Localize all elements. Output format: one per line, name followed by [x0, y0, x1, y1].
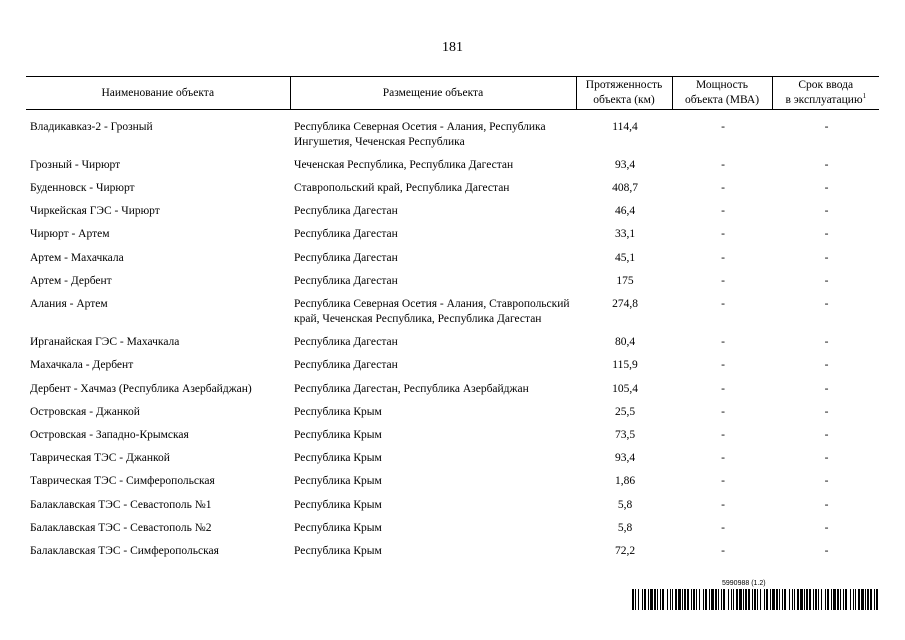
- cell-term: -: [824, 498, 829, 511]
- cell-power: -: [721, 359, 725, 372]
- header-length: [576, 77, 672, 110]
- table-row: [26, 155, 879, 178]
- cell-power: -: [721, 336, 725, 349]
- cell-term: -: [824, 475, 829, 488]
- header-term-line1: Срок ввода: [798, 79, 854, 91]
- cell-name: Ирганайская ГЭС - Махачкала: [30, 336, 180, 349]
- cell-term: -: [824, 182, 829, 195]
- cell-location: Ставропольский край, Республика Дагестан: [294, 182, 510, 195]
- cell-term: -: [824, 428, 829, 441]
- cell-location: Республика Дагестан: [294, 336, 398, 349]
- table-row: [26, 294, 879, 332]
- cell-length: 46,4: [614, 205, 636, 218]
- header-term-footnote: 1: [862, 92, 867, 101]
- cell-term: -: [824, 228, 829, 241]
- cell-location: Республика Крым: [294, 405, 382, 418]
- barcode: [632, 580, 878, 610]
- header-term: [772, 77, 879, 110]
- cell-power: -: [721, 405, 725, 418]
- cell-length: 1,86: [614, 475, 636, 488]
- cell-name: Алания - Артем: [30, 297, 108, 310]
- cell-location: Республика Крым: [294, 498, 382, 511]
- cell-power: -: [721, 182, 725, 195]
- cell-name: Островская - Западно-Крымская: [30, 428, 189, 441]
- table-row: [26, 425, 879, 448]
- cell-name: Балаклавская ТЭС - Севастополь №2: [30, 521, 212, 534]
- cell-length: 175: [616, 274, 634, 287]
- table-body: [26, 109, 879, 564]
- table-row: [26, 379, 879, 402]
- cell-name: Таврическая ТЭС - Симферопольская: [30, 475, 215, 488]
- cell-location: Республика Северная Осетия - Алания, Республика Ингушетия, Чеченская Республика: [294, 120, 546, 148]
- header-name-label: Наименование объекта: [101, 86, 215, 99]
- cell-name: Артем - Махачкала: [30, 251, 124, 264]
- table-row: [26, 332, 879, 355]
- cell-name: Чиркейская ГЭС - Чирюрт: [30, 205, 160, 218]
- cell-name: Артем - Дербент: [30, 274, 112, 287]
- cell-power: -: [721, 382, 725, 395]
- cell-length: 33,1: [614, 228, 636, 241]
- cell-name: Буденновск - Чирюрт: [30, 182, 135, 195]
- cell-name: Таврическая ТЭС - Джанкой: [30, 452, 170, 465]
- cell-name: Грозный - Чирюрт: [30, 158, 121, 171]
- cell-term: -: [824, 336, 829, 349]
- cell-location: Республика Дагестан: [294, 274, 398, 287]
- cell-location: Республика Северная Осетия - Алания, Ставропольский край, Чеченская Республика, Республика Дагестан: [294, 297, 570, 326]
- cell-location: Республика Крым: [294, 521, 382, 534]
- cell-name: Балаклавская ТЭС - Севастополь №1: [30, 498, 212, 511]
- cell-location: Республика Крым: [294, 428, 382, 441]
- barcode-bars: [632, 589, 878, 610]
- table-row: [26, 518, 879, 541]
- header-length-line1: Протяженность: [585, 79, 663, 92]
- table-row: [26, 355, 879, 378]
- cell-location: Чеченская Республика, Республика Дагестан: [294, 158, 514, 171]
- cell-location: Республика Дагестан: [294, 251, 398, 264]
- cell-term: -: [824, 274, 829, 287]
- cell-term: -: [824, 120, 829, 133]
- cell-term: -: [824, 382, 829, 395]
- cell-power: -: [721, 251, 725, 264]
- cell-term: -: [824, 405, 829, 418]
- cell-power: -: [721, 544, 725, 557]
- cell-power: -: [721, 228, 725, 241]
- cell-length: 45,1: [614, 251, 636, 264]
- table-row: [26, 178, 879, 201]
- table-row: [26, 448, 879, 471]
- cell-power: -: [721, 452, 725, 465]
- cell-length: 115,9: [612, 359, 638, 372]
- header-length-line2: объекта (км): [593, 93, 655, 106]
- cell-length: 93,4: [614, 158, 636, 171]
- header-name: [26, 77, 290, 110]
- table-header-row: [26, 77, 879, 110]
- cell-power: -: [721, 475, 725, 488]
- barcode-label: 5990988 (1.2): [722, 580, 766, 587]
- header-location-label: Размещение объекта: [382, 86, 484, 99]
- table-row: [26, 495, 879, 518]
- header-spacer: [26, 109, 879, 117]
- table-row: [26, 402, 879, 425]
- cell-length: 93,4: [614, 452, 636, 465]
- cell-length: 105,4: [612, 382, 638, 395]
- header-term-line2: в эксплуатацию: [785, 94, 863, 107]
- cell-term: -: [824, 544, 829, 557]
- table-row: [26, 201, 879, 224]
- cell-location: Республика Дагестан: [294, 359, 398, 372]
- header-power-line2: объекта (МВА): [684, 93, 760, 106]
- cell-length: 80,4: [614, 336, 636, 349]
- cell-length: 274,8: [612, 297, 638, 310]
- cell-location: Республика Дагестан, Республика Азербайджан: [294, 382, 529, 395]
- header-power-line1: Мощность: [695, 79, 749, 92]
- cell-length: 408,7: [612, 182, 638, 195]
- cell-length: 114,4: [612, 120, 638, 133]
- cell-location: Республика Крым: [294, 452, 382, 465]
- cell-name: Островская - Джанкой: [30, 405, 140, 418]
- cell-term: -: [824, 359, 829, 372]
- cell-term: -: [824, 251, 829, 264]
- cell-location: Республика Дагестан: [294, 205, 398, 218]
- cell-power: -: [721, 428, 725, 441]
- table-row: [26, 224, 879, 247]
- cell-length: 25,5: [614, 405, 636, 418]
- table-row: [26, 117, 879, 155]
- header-location: [290, 77, 576, 110]
- header-power: [672, 77, 772, 110]
- cell-location: Республика Крым: [294, 475, 382, 488]
- cell-term: -: [824, 452, 829, 465]
- cell-length: 73,5: [614, 428, 636, 441]
- cell-power: -: [721, 120, 725, 133]
- cell-name: Чирюрт - Артем: [30, 228, 110, 241]
- cell-power: -: [721, 158, 725, 171]
- cell-power: -: [721, 521, 725, 534]
- cell-term: -: [824, 297, 829, 310]
- cell-length: 72,2: [614, 544, 636, 557]
- cell-name: Махачкала - Дербент: [30, 359, 134, 372]
- cell-power: -: [721, 498, 725, 511]
- page-number: 181: [442, 40, 463, 55]
- cell-location: Республика Крым: [294, 544, 382, 557]
- cell-name: Балаклавская ТЭС - Симферопольская: [30, 544, 219, 557]
- table-row: [26, 541, 879, 564]
- cell-power: -: [721, 297, 725, 310]
- cell-term: -: [824, 205, 829, 218]
- cell-term: -: [824, 158, 829, 171]
- table-row: [26, 248, 879, 271]
- table-row: [26, 271, 879, 294]
- table-row: [26, 471, 879, 494]
- cell-length: 5,8: [617, 498, 633, 511]
- cell-name: Дербент - Хачмаз (Республика Азербайджан): [30, 382, 252, 395]
- cell-location: Республика Дагестан: [294, 228, 398, 241]
- objects-table: [26, 76, 879, 564]
- cell-length: 5,8: [617, 521, 633, 534]
- cell-name: Владикавказ-2 - Грозный: [30, 120, 153, 133]
- cell-term: -: [824, 521, 829, 534]
- cell-power: -: [721, 205, 725, 218]
- cell-power: -: [721, 274, 725, 287]
